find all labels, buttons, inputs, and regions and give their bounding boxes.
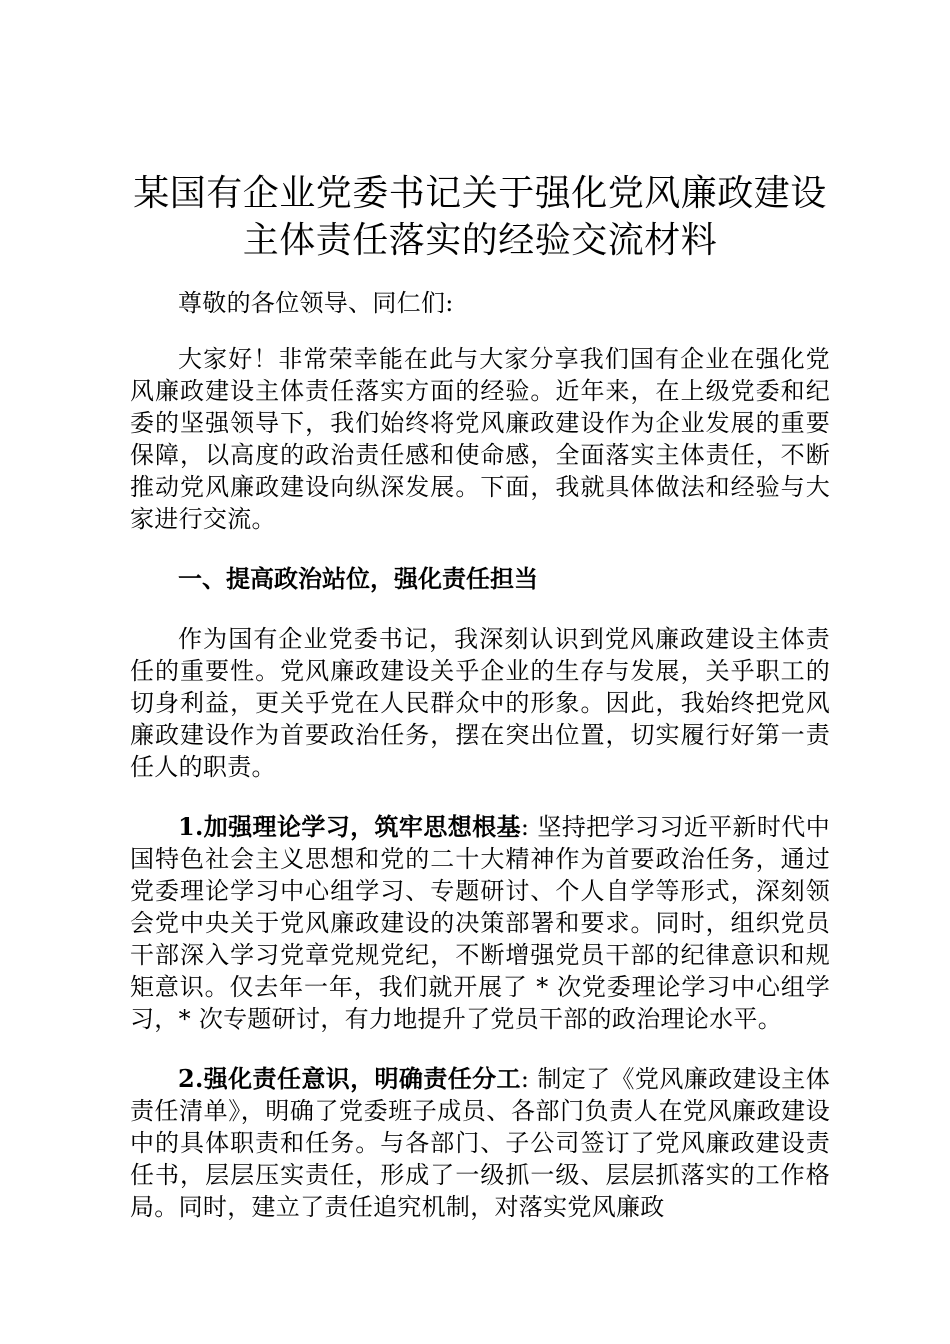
item-2-lead: 2.强化责任意识，明确责任分工 <box>178 1064 521 1093</box>
document-page <box>130 170 830 1251</box>
greeting: 尊敬的各位领导、同仁们: <box>178 289 454 317</box>
document-title: 某国有企业党委书记关于强化党风廉政建设主体责任落实的经验交流材料 <box>133 173 827 261</box>
item-1-text: : 坚持把学习习近平新时代中国特色社会主义思想和党的二十大精神作为首要政治任务，通过党委理论学习中心组学习、专题研讨、个人自学等形式，深刻领会党中央关于党风廉政建设的决策部署和要求。同时，组织党员干部深入学习党章党规党纪，不断增强党员干部的纪律意识和规矩意识。仅去年一年，我们就开展了 * 次党委理论学习中心组学习，* 次专题研讨，有力地提升了党员干部的政治理论水平。 <box>130 813 830 1033</box>
item-1-lead: 1.加强理论学习，筑牢思想根基 <box>178 812 521 841</box>
item-2-text: : 制定了《党风廉政建设主体责任清单》，明确了党委班子成员、各部门负责人在党风廉政建设中的具体职责和任务。与各部门、子公司签订了党风廉政建设责任书，层层压实责任，形成了一级抓一级、层层抓落实的工作格局。同时，建立了责任追究机制，对落实党风廉政 <box>130 1065 830 1221</box>
section-1-paragraph: 作为国有企业党委书记，我深刻认识到党风廉政建设主体责任的重要性。党风廉政建设关乎企业的生存与发展，关乎职工的切身利益，更关乎党在人民群众中的形象。因此，我始终把党风廉政建设作为首要政治任务，摆在突出位置，切实履行好第一责任人的职责。 <box>130 625 830 781</box>
item-2-paragraph <box>130 1063 830 1223</box>
intro-paragraph: 大家好！非常荣幸能在此与大家分享我们国有企业在强化党风廉政建设主体责任落实方面的经验。近年来，在上级党委和纪委的坚强领导下，我们始终将党风廉政建设作为企业发展的重要保障，以高度的政治责任感和使命感，全面落实主体责任，不断推动党风廉政建设向纵深发展。下面，我就具体做法和经验与大家进行交流。 <box>130 345 830 533</box>
section-heading-1: 一、提高政治站位，强化责任担当 <box>178 564 538 593</box>
item-1-paragraph <box>130 811 830 1035</box>
